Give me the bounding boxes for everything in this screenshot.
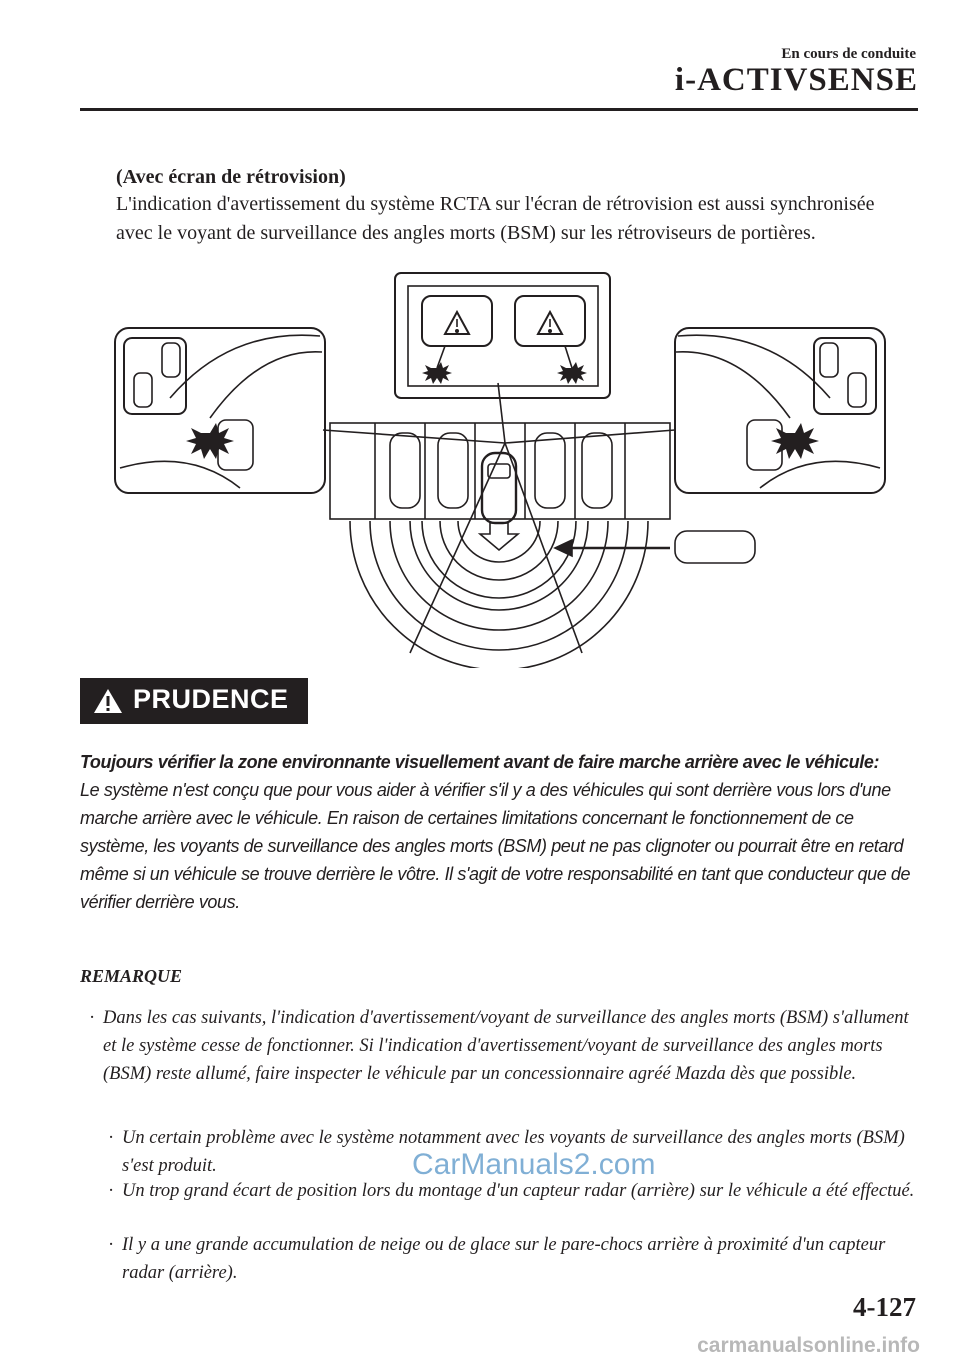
remark-title: REMARQUE — [80, 966, 183, 986]
watermark-center: CarManuals2.com — [412, 1148, 656, 1181]
watermark-footer: carmanualsonline.info — [697, 1334, 920, 1357]
rcta-illustration — [110, 268, 890, 668]
remark-sub-item — [108, 1231, 917, 1287]
parked-car-icon — [582, 433, 612, 508]
remark-sub-text: Un trop grand écart de position lors du montage d'un capteur radar (arrière) sur le véhicule a été effectué. — [122, 1181, 915, 1201]
flash-icon — [771, 423, 819, 459]
caution-text — [80, 748, 922, 916]
page-number: 4-127 — [853, 1292, 916, 1322]
bullet-dot: · — [108, 1235, 115, 1255]
remark-main — [89, 1004, 918, 1088]
header-rule — [80, 108, 918, 111]
remark-main-text: Dans les cas suivants, l'indication d'avertissement/voyant de surveillance des angles morts (BSM) s'allument et le système cesse de fonctionner. Si l'indication d'avertissement/voyant de surveillance des angles morts (BSM) reste allumé, faire inspecter le véhicule par un concessionnaire agréé Mazda dès que possible. — [103, 1008, 909, 1084]
warning-icon — [92, 687, 124, 715]
header-section: En cours de conduite — [781, 46, 916, 62]
subsection-title: (Avec écran de rétrovision) — [116, 166, 346, 188]
remark-sub-text: Il y a une grande accumulation de neige ou de glace sur le pare-chocs arrière à proximité d'un capteur radar (arrière). — [122, 1235, 886, 1283]
flash-icon — [186, 423, 234, 459]
approaching-car-icon — [675, 531, 755, 563]
caution-heading: Toujours vérifier la zone environnante visuellement avant de faire marche arrière avec le véhicule: — [80, 752, 880, 772]
parked-car-icon — [390, 433, 420, 508]
bullet-dot: · — [89, 1008, 96, 1028]
reverse-arrow-icon — [480, 523, 518, 550]
intro-paragraph: L'indication d'avertissement du système RCTA sur l'écran de rétrovision est aussi synchronisée avec le voyant de surveillance des angles morts (BSM) sur les rétroviseurs de portières. — [116, 193, 875, 244]
caution-label: PRUDENCE — [133, 684, 289, 714]
parking-slots — [330, 423, 670, 519]
flash-icon — [422, 362, 452, 384]
parked-car-icon — [535, 433, 565, 508]
parked-car-icon — [438, 433, 468, 508]
caution-badge — [80, 678, 308, 724]
header-title: i-ACTIVSENSE — [674, 62, 918, 98]
flash-icon — [557, 362, 587, 384]
bullet-dot: · — [108, 1181, 115, 1201]
caution-body: Le système n'est conçu que pour vous aider à vérifier s'il y a des véhicules qui sont derrière vous lors d'une marche arrière avec le véhicule. En raison de certaines limitations concernant le fonctionnement de ce système, les voyants de surveillance des angles morts (BSM) peut ne pas clignoter ou pourrait être en retard même si un véhicule se trouve derrière le vôtre. Il s'agit de votre responsabilité en tant que conducteur que de vérifier derrière vous. — [80, 780, 911, 912]
remark-sub-text: Un certain problème avec le système notamment avec les voyants de surveillance des angles morts (BSM) s'est produit. — [122, 1128, 905, 1176]
bullet-dot: · — [108, 1128, 115, 1148]
